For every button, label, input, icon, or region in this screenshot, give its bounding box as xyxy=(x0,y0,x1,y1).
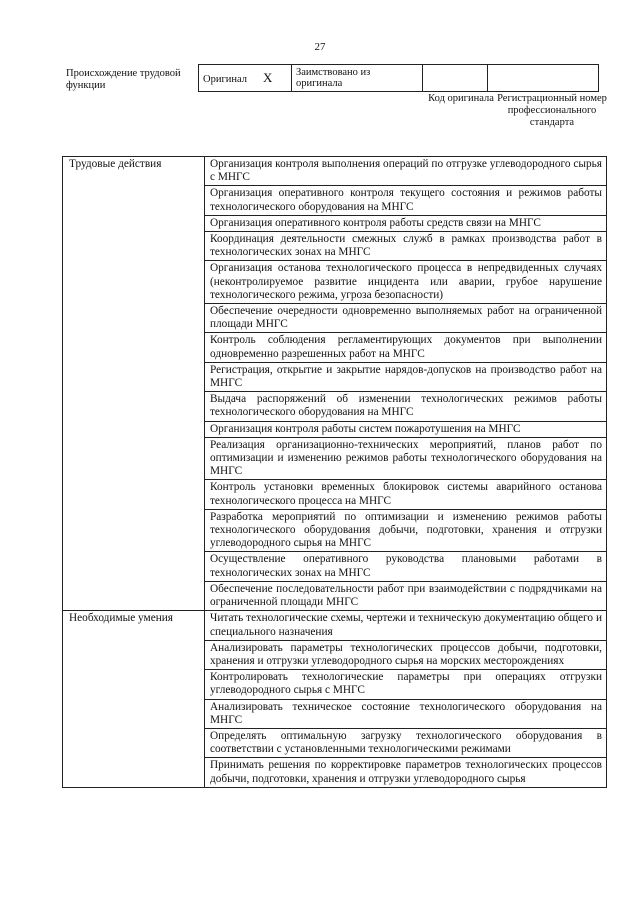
skill-item: Определять оптимальную загрузку технологического оборудования в соответствии с установленными технологическими режимами xyxy=(205,728,607,757)
functions-table xyxy=(62,156,607,788)
action-item: Разработка мероприятий по оптимизации и изменению режимов работы технологического оборудования добычи, подготовки, хранения и отгрузки углеводородного сырья на МНГС xyxy=(205,509,607,552)
skill-item: Контролировать технологические параметры при операциях отгрузки углеводородного сырья с МНГС xyxy=(205,670,607,699)
action-item: Организация оперативного контроля работы средств связи на МНГС xyxy=(205,215,607,231)
section-actions-title: Трудовые действия xyxy=(63,157,205,611)
table-row xyxy=(63,157,607,186)
action-item: Контроль установки временных блокировок системы аварийного останова технологического процесса на МНГС xyxy=(205,480,607,509)
action-item: Регистрация, открытие и закрытие нарядов-допусков на производство работ на МНГС xyxy=(205,362,607,391)
skill-item: Анализировать параметры технологических процессов добычи, подготовки, хранения и отгрузки углеводородного сырья на морских месторождениях xyxy=(205,640,607,669)
action-item: Организация контроля выполнения операций по отгрузке углеводородного сырья с МНГС xyxy=(205,157,607,186)
action-item: Организация оперативного контроля текущего состояния и режимов работы технологического оборудования на МНГС xyxy=(205,186,607,215)
origin-label: Происхождение трудовой функции xyxy=(66,68,181,91)
reg-number-cell xyxy=(488,65,599,92)
action-item: Координация деятельности смежных служб в рамках производства работ в технологических зонах на МНГС xyxy=(205,232,607,261)
page-number: 27 xyxy=(314,41,326,53)
action-item: Выдача распоряжений об изменении технологических режимов работы технологического оборудования на МНГС xyxy=(205,392,607,421)
reg-caption: Регистрационный номер профессионального стандарта xyxy=(497,93,607,128)
code-caption: Код оригинала xyxy=(428,93,494,104)
action-item: Реализация организационно-технических мероприятий, планов работ по оптимизации и изменению режимов работы технологического оборудования на МНГС xyxy=(205,437,607,480)
action-item: Организация контроля работы систем пожаротушения на МНГС xyxy=(205,421,607,437)
section-skills-title: Необходимые умения xyxy=(63,611,205,787)
action-item: Организация останова технологического процесса в непредвиденных случаях (неконтролируемое развитие инцидента или аварии, грубое нарушение технологического режима, угроза безопасности) xyxy=(205,261,607,304)
original-label: Оригинал xyxy=(203,73,247,85)
skill-item: Анализировать техническое состояние технологического оборудования на МНГС xyxy=(205,699,607,728)
action-item: Обеспечение очередности одновременно выполняемых работ на ограниченной площади МНГС xyxy=(205,304,607,333)
original-cell xyxy=(199,65,292,92)
code-cell xyxy=(423,65,488,92)
action-item: Осуществление оперативного руководства плановыми работами в технологических зонах на МНГС xyxy=(205,552,607,581)
action-item: Контроль соблюдения регламентирующих документов при выполнении одновременно разрешенных работ на МНГС xyxy=(205,333,607,362)
origin-table xyxy=(198,64,599,92)
skill-item: Принимать решения по корректировке параметров технологических процессов добычи, подготовки, хранения и отгрузки углеводородного сырья xyxy=(205,758,607,787)
action-item: Обеспечение последовательности работ при взаимодействии с подрядчиками на ограниченной площади МНГС xyxy=(205,581,607,610)
original-mark: X xyxy=(263,69,273,85)
borrowed-cell: Заимствовано из оригинала xyxy=(292,65,423,92)
table-row xyxy=(63,611,607,640)
skill-item: Читать технологические схемы, чертежи и техническую документацию общего и специального назначения xyxy=(205,611,607,640)
